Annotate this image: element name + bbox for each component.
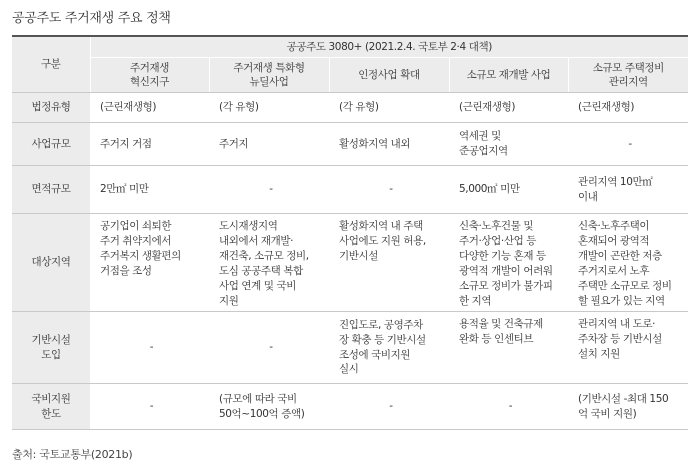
table-row — [12, 384, 688, 430]
table-cell: 진입도로, 공영주차 장 확충 등 기반시설 조성에 국비지원 실시 — [329, 312, 449, 384]
policy-table — [12, 35, 688, 430]
column-header: 인정사업 확대 — [329, 58, 449, 93]
table-cell: 활성화지역 내 주택 사업에도 지원 허용, 기반시설 — [329, 214, 449, 312]
table-cell: (근린재생형) — [449, 93, 568, 123]
table-cell: - — [90, 384, 209, 430]
source-note: 출처: 국토교통부(2021b) — [12, 448, 133, 461]
table-cell: 역세권 및 준공업지역 — [449, 123, 568, 166]
table-cell: 관리지역 내 도로· 주차장 등 기반시설 설치 지원 — [568, 312, 688, 384]
table-row — [12, 214, 688, 312]
table-cell: - — [209, 166, 329, 214]
table-cell: 주거지 — [209, 123, 329, 166]
table-cell: 신축·노후주택이 혼재되어 광역적 개발이 곤란한 저층 주거지로서 노후 주택만 소규모로 정비 할 필요가 있는 지역 — [568, 214, 688, 312]
table-cell: 2만㎡ 미만 — [90, 166, 209, 214]
table-cell: - — [568, 123, 688, 166]
table-cell: - — [329, 384, 449, 430]
column-header: 소규모 주택정비 관리지역 — [568, 58, 688, 93]
table-cell: 공기업이 쇠퇴한 주거 취약지에서 주거복지 생활편의 거점을 조성 — [90, 214, 209, 312]
table-cell: (규모에 따라 국비 50억~100억 증액) — [209, 384, 329, 430]
table-cell: 활성화지역 내외 — [329, 123, 449, 166]
table-cell: - — [209, 312, 329, 384]
row-label: 기반시설 도입 — [12, 312, 90, 384]
group-header: 공공주도 3080+ (2021.2.4. 국토부 2·4 대책) — [90, 36, 688, 58]
table-title: 공공주도 주거재생 주요 정책 — [12, 11, 171, 26]
column-header: 소규모 재개발 사업 — [449, 58, 568, 93]
row-label: 사업규모 — [12, 123, 90, 166]
table-cell: (각 유형) — [209, 93, 329, 123]
table-row — [12, 166, 688, 214]
table-cell: 용적율 및 건축규제 완화 등 인센티브 — [449, 312, 568, 384]
table-cell: 관리지역 10만㎡ 이내 — [568, 166, 688, 214]
table-cell: 도시재생지역 내외에서 재개발· 재건축, 소규모 정비, 도심 공공주택 복합 사업 연계 및 국비 지원 — [209, 214, 329, 312]
table-cell: (근린재생형) — [568, 93, 688, 123]
table-cell: (기반시설 -최대 150 억 국비 지원) — [568, 384, 688, 430]
table-row — [12, 93, 688, 123]
row-label: 면적규모 — [12, 166, 90, 214]
column-header: 주거재생 특화형 뉴딜사업 — [209, 58, 329, 93]
table-cell: 신축·노후건물 및 주거·상업·산업 등 다양한 기능 혼재 등 광역적 개발이 어려워 소규모 정비가 불가피 한 지역 — [449, 214, 568, 312]
row-label: 대상지역 — [12, 214, 90, 312]
table-cell: 5,000㎡ 미만 — [449, 166, 568, 214]
table-row — [12, 123, 688, 166]
row-label: 법정유형 — [12, 93, 90, 123]
table-cell: - — [90, 312, 209, 384]
table-cell: (근린재생형) — [90, 93, 209, 123]
table-cell: - — [329, 166, 449, 214]
table-cell: 주거지 거점 — [90, 123, 209, 166]
row-header-label: 구분 — [12, 36, 90, 93]
table-row — [12, 312, 688, 384]
table-cell: (각 유형) — [329, 93, 449, 123]
row-label: 국비지원 한도 — [12, 384, 90, 430]
column-header: 주거재생 혁신지구 — [90, 58, 209, 93]
column-headers — [12, 58, 688, 93]
table-cell: - — [449, 384, 568, 430]
